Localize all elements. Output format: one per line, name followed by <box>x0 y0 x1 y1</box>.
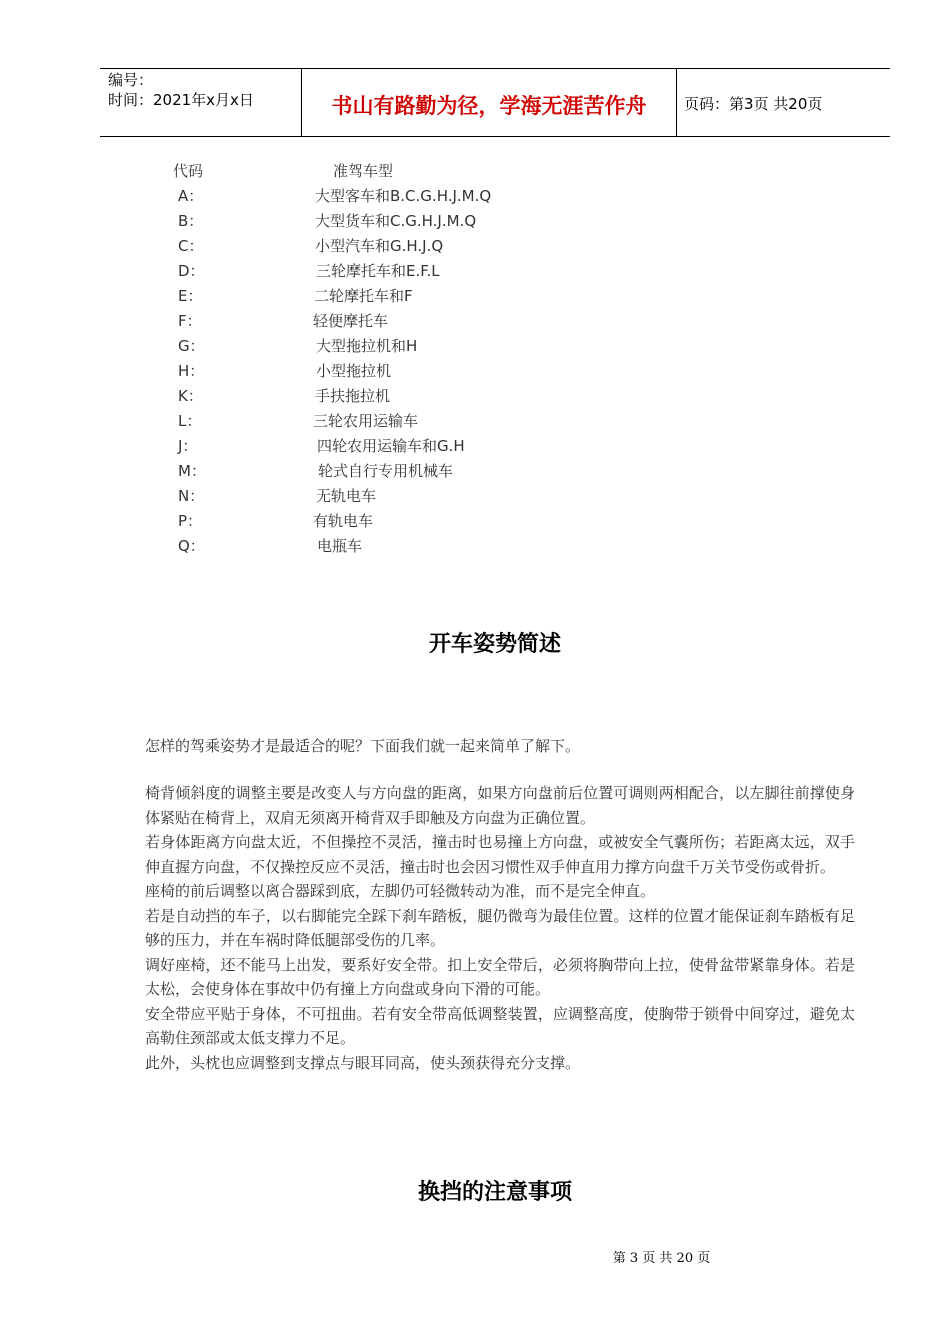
body-paragraph: 椅背倾斜度的调整主要是改变人与方向盘的距离，如果方向盘前后位置可调则两相配合，以左脚往前撑使身体紧贴在椅背上，双肩无须离开椅背双手即触及方向盘为正确位置。 <box>145 784 855 827</box>
table-row-vehicle: 手扶拖拉机 <box>315 387 391 405</box>
header-top-rule <box>100 68 890 69</box>
table-row-vehicle: 轻便摩托车 <box>313 312 389 330</box>
header-divider <box>676 68 677 136</box>
table-row-code: B： <box>178 212 204 230</box>
table-row-code: E： <box>178 287 203 305</box>
table-row-code: M： <box>178 462 206 480</box>
table-row-code: L： <box>178 412 202 430</box>
table-header-vehicle: 准驾车型 <box>333 162 394 180</box>
body-paragraph: 调好座椅，还不能马上出发，要系好安全带。扣上安全带后，必须将胸带向上拉，使骨盆带紧靠身体。若是太松，会使身体在事故中仍有撞上方向盘或身向下滑的可能。 <box>145 955 855 998</box>
table-row-code: G： <box>178 337 205 355</box>
body-paragraph: 座椅的前后调整以离合器踩到底，左脚仍可轻微转动为准，而不是完全伸直。 <box>145 882 656 900</box>
table-row-code: D： <box>178 262 205 280</box>
table-row-code: F： <box>178 312 202 330</box>
table-row-vehicle: 大型货车和C.G.H.J.M.Q <box>315 212 477 230</box>
table-row-code: J： <box>178 437 198 455</box>
table-row-code: C： <box>178 237 204 255</box>
table-row-vehicle: 四轮农用运输车和G.H <box>317 437 465 455</box>
table-row-vehicle: 小型拖拉机 <box>316 362 392 380</box>
document-time-label: 时间：2021年x月x日 <box>108 91 254 109</box>
table-row-vehicle: 小型汽车和G.H.J.Q <box>315 237 444 255</box>
table-row-vehicle: 轮式自行专用机械车 <box>318 462 454 480</box>
table-row-code: H： <box>178 362 205 380</box>
page-footer: 第 3 页 共 20 页 <box>612 1251 711 1266</box>
table-row-vehicle: 三轮农用运输车 <box>313 412 419 430</box>
table-header-code: 代码 <box>173 162 204 180</box>
section-title-driving-posture: 开车姿势简述 <box>428 631 561 657</box>
table-row-vehicle: 二轮摩托车和F <box>314 287 413 305</box>
table-row-code: Q： <box>178 537 205 555</box>
header-bottom-rule <box>100 136 890 137</box>
table-row-code: K： <box>178 387 203 405</box>
section-intro <box>145 734 855 759</box>
table-row-vehicle: 大型客车和B.C.G.H.J.M.Q <box>315 187 492 205</box>
table-row-code: A： <box>178 187 204 205</box>
table-row-code: P： <box>178 512 203 530</box>
table-row-vehicle: 三轮摩托车和E.F.L <box>316 262 440 280</box>
intro-paragraph: 怎样的驾乘姿势才是最适合的呢？下面我们就一起来简单了解下。 <box>145 737 581 755</box>
body-paragraph: 若身体距离方向盘太近，不但操控不灵活，撞击时也易撞上方向盘，或被安全气囊所伤；若距离太远，双手伸直握方向盘，不仅操控反应不灵活，撞击时也会因习惯性双手伸直用力撑方向盘千万关节受伤或骨折。 <box>145 833 855 876</box>
document-number-label: 编号： <box>108 71 154 89</box>
section-body <box>145 781 855 1075</box>
table-row-vehicle: 电瓶车 <box>317 537 363 555</box>
table-row-code: N： <box>178 487 205 505</box>
table-row-vehicle: 无轨电车 <box>316 487 377 505</box>
body-paragraph: 此外，头枕也应调整到支撑点与眼耳同高，使头颈获得充分支撑。 <box>145 1053 581 1072</box>
body-paragraph: 安全带应平贴于身体，不可扭曲。若有安全带高低调整装置，应调整高度，使胸带于锁骨中间穿过，避免太高勒住颈部或太低支撑力不足。 <box>145 1004 855 1047</box>
header-motto: 书山有路勤为径，学海无涯苦作舟 <box>331 93 647 118</box>
header-meta <box>108 70 254 110</box>
body-paragraph: 若是自动挡的车子，以右脚能完全踩下刹车踏板，腿仍微弯为最佳位置。这样的位置才能保证刹车踏板有足够的压力，并在车祸时降低腿部受伤的几率。 <box>145 906 855 949</box>
section-title-gear-shifting: 换挡的注意事项 <box>417 1179 572 1205</box>
header-page-label: 页码：第3页 共20页 <box>684 95 823 113</box>
table-row-vehicle: 有轨电车 <box>313 512 374 530</box>
table-row-vehicle: 大型拖拉机和H <box>316 337 418 355</box>
